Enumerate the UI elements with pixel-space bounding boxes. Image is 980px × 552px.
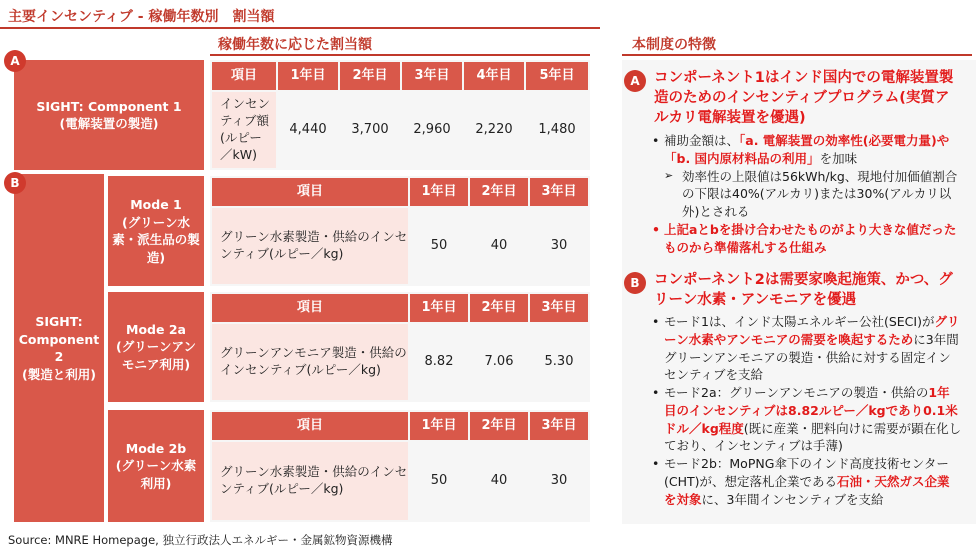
c1-header-y1: 1年目 bbox=[278, 62, 338, 90]
m1-header-y1: 1年目 bbox=[410, 178, 468, 206]
mode2a-table bbox=[210, 292, 590, 402]
m1-row-label: グリーン水素製造・供給のインセンティブ(ルピー／kg) bbox=[212, 208, 408, 284]
badge-b-right: B bbox=[624, 272, 646, 294]
feature-b-bullet-3: • モード2b：MoPNG傘下のインド高度技術センター(CHT)が、想定落札企業である石油・天然ガス企業を対象に、3年間インセンティブを支給 bbox=[652, 455, 962, 508]
title-rule bbox=[0, 27, 600, 29]
m2b-value-y1: 50 bbox=[430, 473, 448, 489]
m1-value-y3: 30 bbox=[550, 238, 568, 254]
component1-box: SIGHT: Component 1 (電解装置の製造) bbox=[14, 60, 204, 170]
c1-value-y3: 2,960 bbox=[413, 122, 451, 138]
m2a-header-y2: 2年目 bbox=[470, 294, 528, 322]
m2b-value-y2: 40 bbox=[490, 473, 508, 489]
m2b-value-y3: 30 bbox=[550, 473, 568, 489]
m2a-value-y3: 5.30 bbox=[544, 354, 574, 370]
left-heading: 稼働年数に応じた割当額 bbox=[218, 37, 372, 53]
m1-value-y1: 50 bbox=[430, 238, 448, 254]
feature-a-heading: コンポーネント1はインド国内での電解装置製造のためのインセンティブプログラム(実質アルカリ電解装置を優遇) bbox=[654, 70, 954, 126]
feature-b-bullet-1: • モード1は、インド太陽エネルギー公社(SECI)がグリーン水素やアンモニアの需要を喚起するために3年間グリーンアンモニアの製造・供給に対する固定インセンティブを支給 bbox=[652, 313, 962, 384]
c1-value-y1: 4,440 bbox=[289, 122, 327, 138]
badge-a-right: A bbox=[624, 70, 646, 92]
c1-header-y4: 4年目 bbox=[464, 62, 524, 90]
m2a-value-y1: 8.82 bbox=[424, 354, 454, 370]
badge-b-left: B bbox=[4, 172, 26, 194]
m2b-header-y1: 1年目 bbox=[410, 412, 468, 440]
m2b-row-label: グリーン水素製造・供給のインセンティブ(ルピー／kg) bbox=[212, 442, 408, 520]
m2b-header-item: 項目 bbox=[212, 412, 408, 440]
component2-box: SIGHT: Component 2 (製造と利用) bbox=[14, 174, 104, 522]
feature-b-body bbox=[652, 313, 962, 508]
m1-value-y2: 40 bbox=[490, 238, 508, 254]
m1-header-item: 項目 bbox=[212, 178, 408, 206]
badge-a-left: A bbox=[4, 50, 26, 72]
m2a-header-item: 項目 bbox=[212, 294, 408, 322]
mode1-table bbox=[210, 176, 590, 286]
feature-b-bullet-2: • モード2a：グリーンアンモニアの製造・供給の1年目のインセンティブは8.82ルピー／kgであり0.1米ドル／kg程度(既に産業・肥料向けに需要が顕在化しており、インセンティブは手薄) bbox=[652, 384, 962, 455]
mode2a-box: Mode 2a (グリーンアンモニア利用) bbox=[108, 292, 204, 402]
m1-header-y3: 3年目 bbox=[530, 178, 588, 206]
c1-header-item: 項目 bbox=[212, 62, 276, 90]
left-heading-rule bbox=[210, 54, 590, 56]
c1-header-y2: 2年目 bbox=[340, 62, 400, 90]
m2a-row-label: グリーンアンモニア製造・供給のインセンティブ(ルピー／kg) bbox=[212, 324, 408, 400]
c1-row-label: インセンティブ額 (ルピー ／kW) bbox=[212, 92, 276, 168]
m2a-header-y3: 3年目 bbox=[530, 294, 588, 322]
c1-header-y3: 3年目 bbox=[402, 62, 462, 90]
m2b-header-y3: 3年目 bbox=[530, 412, 588, 440]
m2b-header-y2: 2年目 bbox=[470, 412, 528, 440]
feature-a-bullet-1: • 補助金額は、「a. 電解装置の効率性(必要電力量)や「b. 国内原材料品の利用」を加味 bbox=[652, 132, 962, 168]
c1-header-y5: 5年目 bbox=[526, 62, 588, 90]
feature-a-bullet-2: • 上記aとbを掛け合わせたものがより大きな値だったものから準備落札する仕組み bbox=[652, 221, 962, 257]
mode2b-box: Mode 2b (グリーン水素利用) bbox=[108, 410, 204, 522]
right-heading: 本制度の特徴 bbox=[632, 37, 716, 53]
component1-table bbox=[210, 60, 590, 170]
feature-a-body bbox=[652, 132, 962, 256]
c1-value-y2: 3,700 bbox=[351, 122, 389, 138]
feature-b-heading: コンポーネント2は需要家喚起施策、かつ、グリーン水素・アンモニアを優遇 bbox=[654, 272, 953, 308]
page-title: 主要インセンティブ - 稼働年数別 割当額 bbox=[8, 9, 275, 25]
mode1-box: Mode 1 (グリーン水素・派生品の製造) bbox=[108, 176, 204, 286]
m2a-header-y1: 1年目 bbox=[410, 294, 468, 322]
m1-header-y2: 2年目 bbox=[470, 178, 528, 206]
feature-a-sub-bullet: ➢ 効率性の上限値は56kWh/kg、現地付加価値割合の下限は40%(アルカリ)または30%(アルカリ以外)とされる bbox=[652, 168, 962, 221]
m2a-value-y2: 7.06 bbox=[484, 354, 514, 370]
c1-value-y4: 2,220 bbox=[475, 122, 513, 138]
mode2b-table bbox=[210, 410, 590, 522]
source-note: Source: MNRE Homepage, 独立行政法人エネルギー・金属鉱物資源機構 bbox=[8, 533, 393, 547]
right-heading-rule bbox=[622, 54, 972, 56]
c1-value-y5: 1,480 bbox=[538, 122, 576, 138]
